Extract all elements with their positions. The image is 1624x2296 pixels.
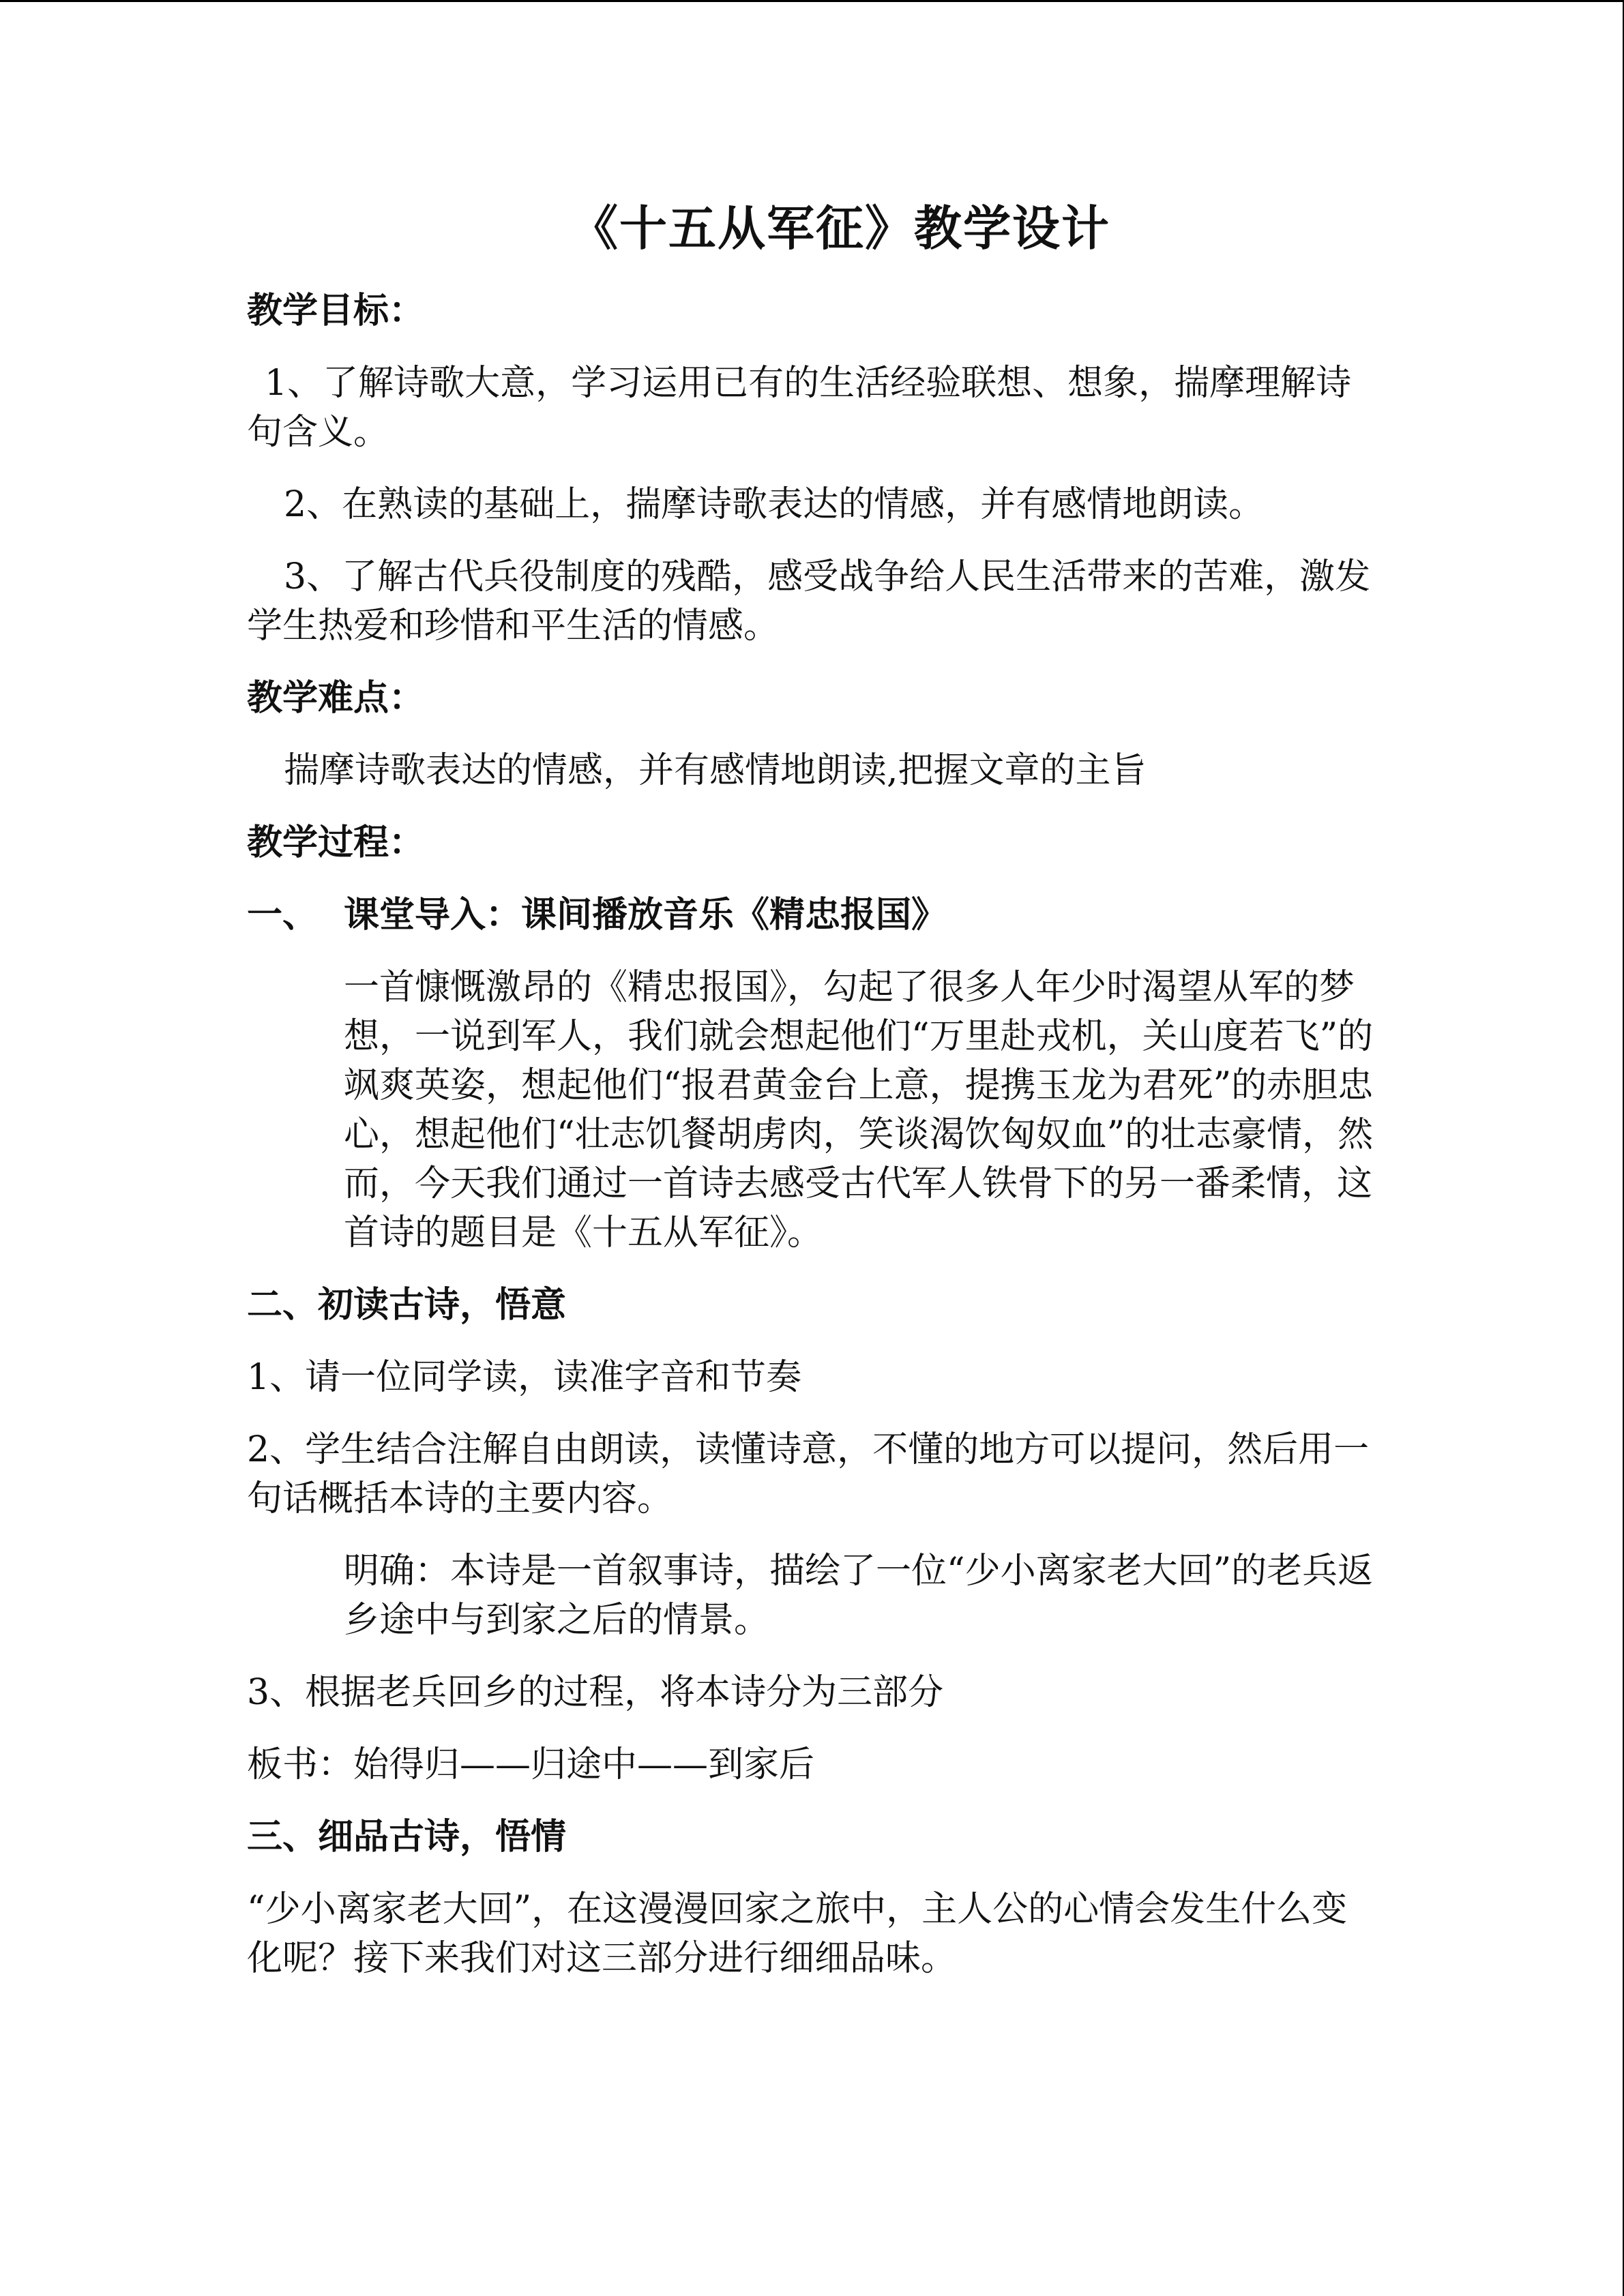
process-heading: 教学过程： [247, 822, 425, 863]
part2-heading: 二、初读古诗，悟意 [247, 1284, 567, 1326]
part2-board: 板书：始得归——归途中——到家后 [247, 1744, 815, 1785]
part2-step2: 2、学生结合注解自由朗读，读懂诗意，不懂的地方可以提问，然后用一句话概括本诗的主要内容。 [247, 1429, 1370, 1519]
part2-step1: 1、请一位同学读，读准字音和节奏 [247, 1357, 802, 1398]
part3-text: “少小离家老大回”，在这漫漫回家之旅中，主人公的心情会发生什么变化呢？接下来我们对这三部分进行细细品味。 [247, 1889, 1348, 1979]
objective-item-1: 1、了解诗歌大意，学习运用已有的生活经验联想、想象，揣摩理解诗句含义。 [247, 363, 1352, 453]
part1-number: 一、 [247, 894, 319, 936]
part2-step3: 3、根据老兵回乡的过程，将本诗分为三部分 [247, 1672, 944, 1713]
part2-clarify: 明确：本诗是一首叙事诗，描绘了一位“少小离家老大回”的老兵返乡途中与到家之后的情景。 [344, 1551, 1374, 1641]
difficulty-text: 揣摩诗歌表达的情感，并有感情地朗读,把握文章的主旨 [284, 750, 1147, 791]
document-title: 《十五从军征》教学设计 [570, 200, 1110, 256]
part1-intro-text: 一首慷慨激昂的《精忠报国》，勾起了很多人年少时渴望从军的梦想，一说到军人，我们就会想起他们“万里赴戎机，关山度若飞”的飒爽英姿，想起他们“报君黄金台上意，提携玉龙为君死”的赤胆忠心，想起他们“壮志饥餐胡虏肉，笑谈渴饮匈奴血”的壮志豪情，然而，今天我们通过一首诗去感受古代军人铁骨下的另一番柔情，这首诗的题目是《十五从军征》。 [344, 967, 1374, 1253]
objective-item-2: 2、在熟读的基础上，揣摩诗歌表达的情感，并有感情地朗读。 [284, 484, 1265, 525]
objectives-heading: 教学目标： [247, 290, 425, 331]
part1-heading [247, 891, 1379, 940]
objective-item-3: 3、了解古代兵役制度的残酷，感受战争给人民生活带来的苦难，激发学生热爱和珍惜和平生活的情感。 [247, 556, 1371, 646]
document-page [247, 198, 1379, 1983]
part3-heading: 三、细品古诗，悟情 [247, 1816, 567, 1858]
part1-title: 课堂导入：课间播放音乐《精忠报国》 [344, 894, 947, 936]
difficulty-heading: 教学难点： [247, 677, 425, 719]
top-border-line [0, 0, 1624, 2]
